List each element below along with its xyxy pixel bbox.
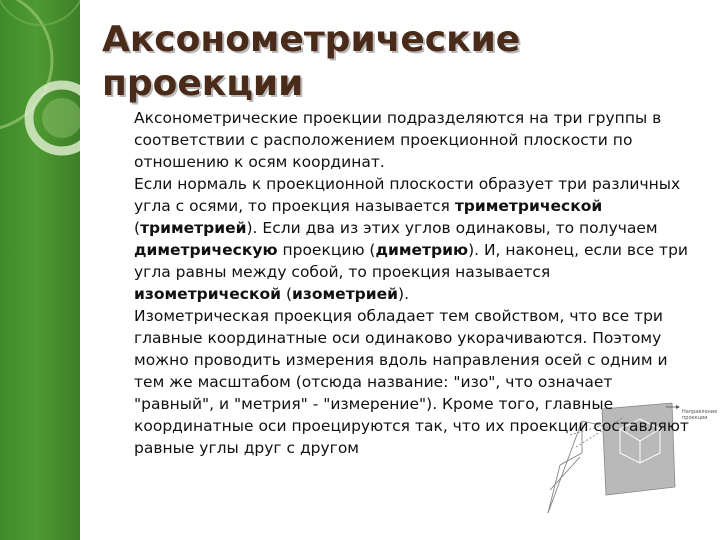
paragraph-intro: Аксонометрические проекции подразделяются на три группы в соответствии с расположением проекционной плоскости по отношению к осям координат. [134,109,662,171]
text-segment: Если нормаль к проекционной плоскости образует три различных угла с осями, то проекция называется [134,175,681,215]
decorative-sidebar [0,0,80,540]
figure-label-2: проекции [682,415,708,421]
term-trimetry: триметрией [140,219,247,237]
slide-body-text [134,107,694,459]
term-isometric: изометрической [134,285,282,303]
text-segment: ( [134,219,141,237]
figure-label-1: Направление [682,409,718,415]
term-trimetric: триметрической [454,197,603,215]
text-segment: ). Если два из этих углов одинаковы, то получаем [246,219,658,237]
term-dimetry: диметрию [375,241,469,259]
slide-title-line-2: проекции [102,63,304,104]
text-segment: ). [398,285,409,303]
sidebar-rings-decoration [0,0,80,540]
slide-title [102,18,662,106]
text-segment: проекцию ( [277,241,376,259]
paragraph-isometric-property: Изометрическая проекция обладает тем свойством, что все три главные координатные оси одинаково укорачиваются. Поэтому можно проводить измерения вдоль направления осей с одним и тем же масштабом (отсюда название: "изо", что означает "равный", и "метрия" - "измерение"). Кроме того, главные координатные оси проецируются так, что их проекции составляют равные углы друг с другом [134,307,689,457]
slide-title-line-1: Аксонометрические [102,19,521,60]
term-isometry: изометрией [292,285,399,303]
text-segment: ). И, наконец, если все три угла равны между собой, то проекция называется [134,241,688,281]
term-dimetric: диметрическую [134,241,278,259]
paragraph-definitions [134,173,694,305]
text-segment: ( [281,285,292,303]
